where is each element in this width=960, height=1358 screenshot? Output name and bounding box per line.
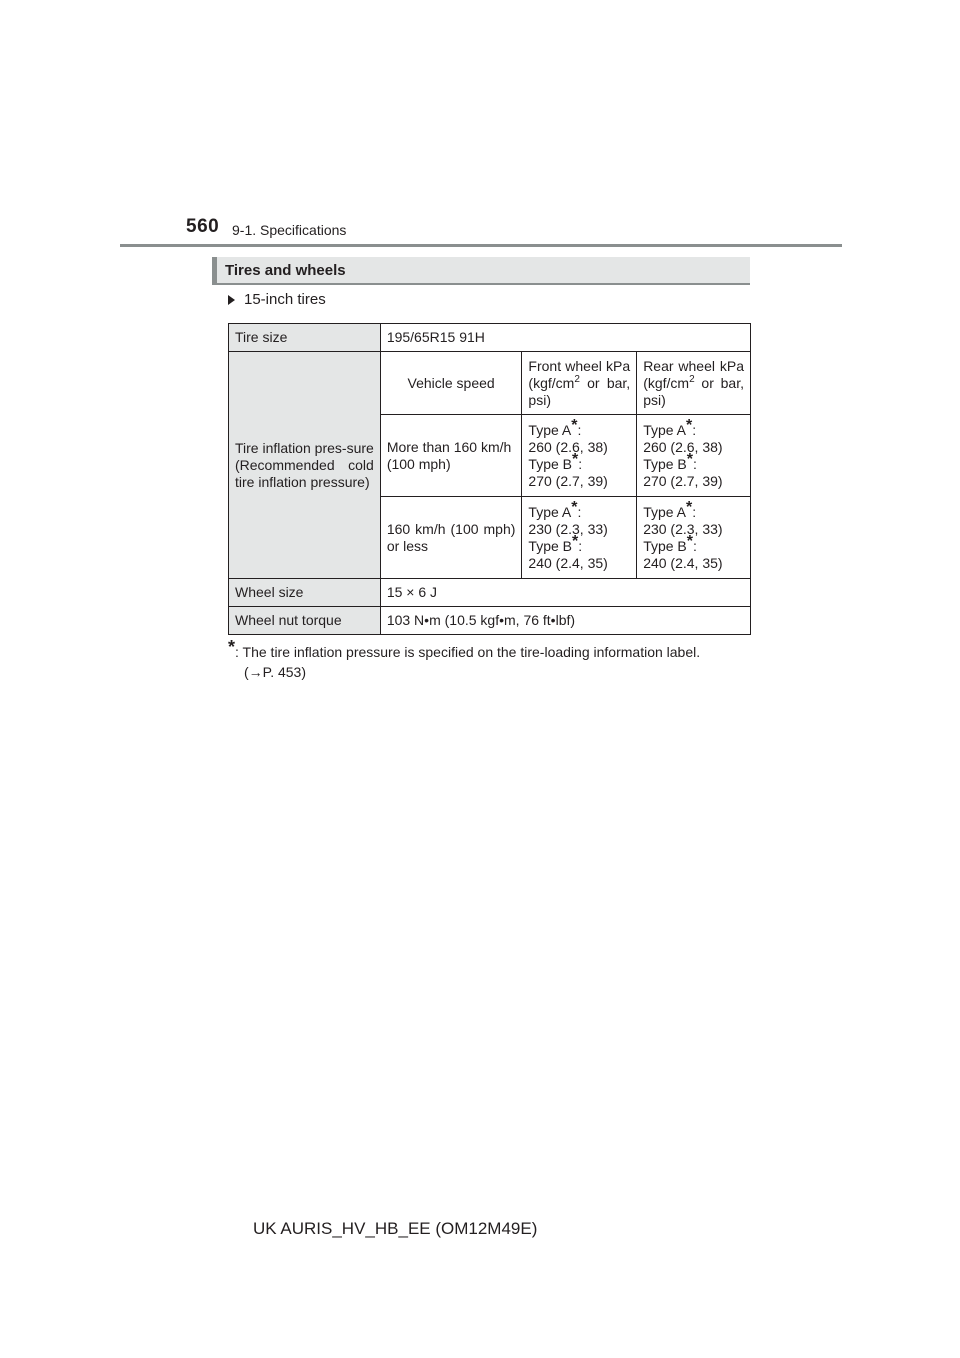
subheading — [228, 291, 326, 308]
table-row — [229, 352, 751, 415]
asterisk: * — [572, 532, 579, 550]
superscript: 2 — [689, 373, 695, 385]
colon: : — [693, 537, 697, 554]
footnote-marker: * — [228, 637, 236, 657]
type-a-label: Type A — [528, 421, 572, 438]
rear-pressure-cell — [637, 497, 751, 579]
inflation-label: Tire inflation pres-sure (Recommended cold tire inflation pressure) — [229, 352, 381, 579]
wheel-size-value: 15 × 6 J — [380, 579, 750, 607]
asterisk: * — [571, 498, 578, 516]
section-title: 9-1. Specifications — [232, 222, 347, 238]
asterisk: * — [686, 450, 694, 468]
asterisk: * — [571, 416, 578, 434]
pressure-value: 240 (2.4, 35) — [528, 554, 608, 571]
tire-size-value: 195/65R15 91H — [380, 324, 750, 352]
footnote-text: : The tire inflation pressure is specified on the tire-loading information label. — [235, 644, 701, 660]
rear-pressure-cell — [637, 415, 751, 497]
asterisk: * — [572, 450, 579, 468]
type-b-label: Type B — [528, 537, 573, 554]
unit-tail: or bar, psi) — [643, 374, 744, 408]
colon: : — [692, 421, 697, 438]
front-pressure-cell — [522, 497, 637, 579]
triangle-bullet-icon — [228, 295, 235, 305]
wheel-size-label: Wheel size — [229, 579, 381, 607]
wheel-nut-torque-label: Wheel nut torque — [229, 607, 381, 635]
vehicle-speed-header: Vehicle speed — [380, 352, 522, 415]
front-wheel-header — [522, 352, 637, 415]
pressure-value: 270 (2.7, 39) — [528, 472, 608, 489]
footer-document-code: UK AURIS_HV_HB_EE (OM12M49E) — [253, 1219, 538, 1238]
front-wheel-header-text: Front wheel kPa (kgf/cm — [528, 357, 631, 391]
type-b-label: Type B — [528, 455, 573, 472]
rear-wheel-header — [637, 352, 751, 415]
pressure-value: 260 (2.6, 38) — [528, 438, 608, 455]
speed-cell: 160 km/h (100 mph) or less — [380, 497, 522, 579]
pressure-value: 230 (2.3, 33) — [643, 520, 723, 537]
colon: : — [578, 537, 583, 554]
footnote — [228, 637, 752, 682]
table-row — [229, 607, 751, 635]
unit-tail: or bar, psi) — [528, 374, 631, 408]
pressure-value: 230 (2.3, 33) — [528, 520, 608, 537]
type-a-label: Type A — [643, 503, 686, 520]
type-b-label: Type B — [643, 537, 687, 554]
table-row — [229, 579, 751, 607]
pressure-value: 240 (2.4, 35) — [643, 554, 723, 571]
front-pressure-cell — [522, 415, 637, 497]
type-a-label: Type A — [643, 421, 686, 438]
superscript: 2 — [574, 373, 580, 385]
rear-wheel-header-text: Rear wheel kPa (kgf/cm — [643, 357, 744, 391]
type-b-label: Type B — [643, 455, 687, 472]
colon: : — [578, 455, 583, 472]
colon: : — [577, 503, 582, 520]
header-rule — [120, 244, 842, 247]
colon: : — [577, 421, 582, 438]
asterisk: * — [686, 532, 694, 550]
colon: : — [692, 503, 697, 520]
page-reference-link[interactable]: (→P. 453) — [244, 664, 306, 680]
section-heading-bar — [212, 257, 750, 285]
asterisk: * — [686, 498, 693, 516]
pressure-value: 270 (2.7, 39) — [643, 472, 723, 489]
tire-spec-table — [228, 323, 751, 635]
colon: : — [693, 455, 697, 472]
heading-accent — [212, 257, 217, 283]
type-a-label: Type A — [528, 503, 572, 520]
pressure-value: 260 (2.6, 38) — [643, 438, 723, 455]
subheading-text: 15-inch tires — [244, 291, 326, 308]
speed-cell: More than 160 km/h (100 mph) — [380, 415, 522, 497]
table-row — [229, 324, 751, 352]
tire-size-label: Tire size — [229, 324, 381, 352]
page-number: 560 — [186, 216, 220, 237]
asterisk: * — [686, 416, 693, 434]
wheel-nut-torque-value: 103 N•m (10.5 kgf•m, 76 ft•lbf) — [380, 607, 750, 635]
section-heading: Tires and wheels — [225, 262, 346, 279]
